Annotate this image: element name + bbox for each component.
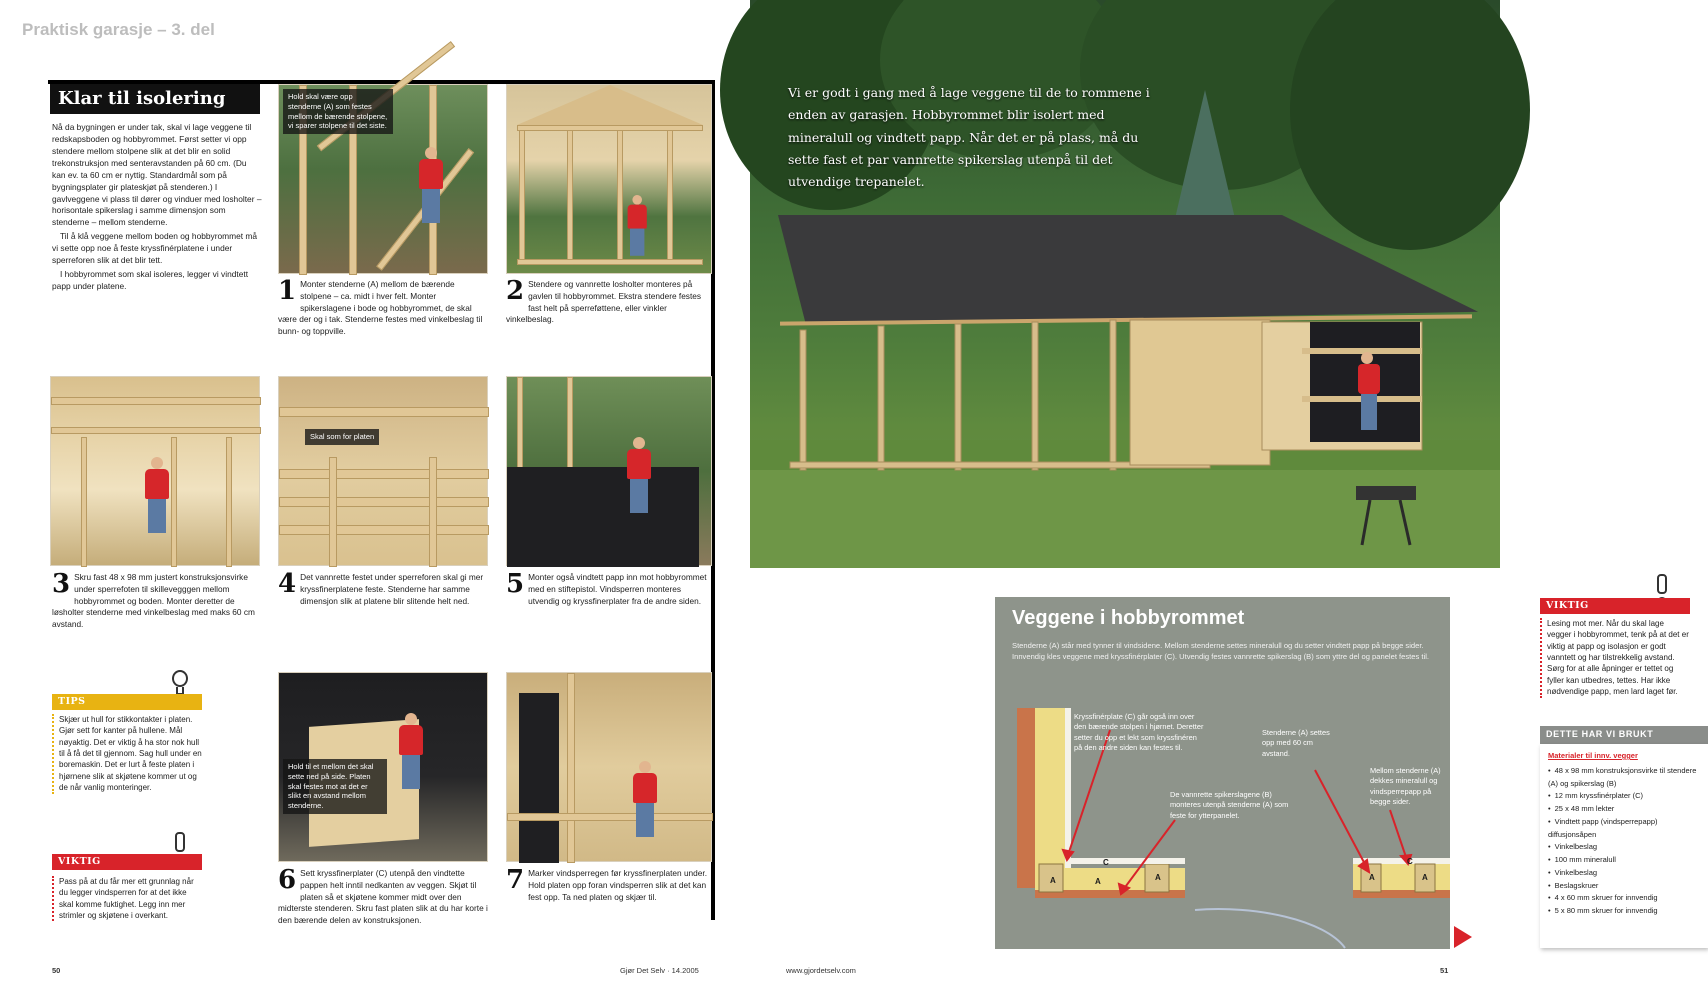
- step-2-number: 2: [506, 276, 525, 306]
- diagram-label-c: C: [1103, 858, 1109, 867]
- step-1-text: Monter stenderne (A) mellom de bærende stolpene – ca. midt i hver felt. Monter spikerslagene i bode og hobbyrommet, de skal være der og i tak. Stenderne festes med vinkelbeslag til bunn- og toppville.: [278, 279, 483, 337]
- step-3-number: 3: [52, 569, 71, 599]
- diagram-note-1: Kryssfinérplate (C) går også inn over den bærende stolpen i hjørnet. Deretter setter du opp et lekt som kryssfinéren på den andre siden kan festes til.: [1074, 712, 1204, 753]
- materials-heading: Materialer til innv. vegger: [1548, 751, 1638, 760]
- materials-box: [1540, 744, 1708, 948]
- viktig-tag: VIKTIG: [52, 854, 202, 870]
- diagram-title: Veggene i hobbyrommet: [1012, 607, 1245, 629]
- step-5: [506, 569, 712, 607]
- photo-step-2: [506, 84, 712, 274]
- materials-item: • Vinkelbeslag: [1548, 841, 1700, 854]
- next-page-arrow-icon: [1454, 926, 1472, 948]
- photo-step-1: [278, 84, 488, 274]
- step-6: [278, 865, 488, 927]
- photo-1-caption: Hold skal være opp stenderne (A) som festes mellom de bærende stolpene, vi sparer stolpene til det siste.: [283, 89, 393, 134]
- intro-paragraph-2: Til å klå veggene mellom boden og hobbyrommet må vi sette opp noe å feste kryssfinérplatene i under sperreforen slik at det blir tett.: [52, 231, 258, 266]
- materials-item: • 100 mm mineralull: [1548, 854, 1700, 867]
- running-head: Praktisk garasje – 3. del: [22, 20, 215, 39]
- intro-paragraph-1: Nå da bygningen er under tak, skal vi lage veggene til redskapsboden og hobbyrommet. Først setter vi opp stendere mellom stolpene slik at det blir en solid trekonstruksjon med senteravstanden på 60 cm. (Du kan ev. ta 60 cm er nyttig. Standardmål som på bygningsplater gir plateskjøt på stenderen.) I gavlveggene vi plass til dører og vinduer med losholter – horisontale spikerslag i samme dimensjon som stenderne – mellom stenderne.: [52, 122, 262, 228]
- diagram-label-c: C: [1407, 857, 1413, 866]
- materials-item: • Beslagskruer: [1548, 880, 1700, 893]
- photo-step-4: [278, 376, 488, 566]
- materials-item: • 4 x 60 mm skruer for innvendig: [1548, 892, 1700, 905]
- materials-item: • 5 x 80 mm skruer for innvendig: [1548, 905, 1700, 918]
- tips-tag: TIPS: [52, 694, 202, 710]
- section-title: Klar til isolering: [50, 84, 260, 114]
- photo-step-5: [506, 376, 712, 566]
- diagram-label-a: A: [1050, 876, 1056, 885]
- magazine-issue: Gjør Det Selv · 14.2005: [620, 966, 699, 975]
- step-1: [278, 276, 488, 338]
- intro-paragraph-3: I hobbyrommet som skal isoleres, legger vi vindtett papp under platene.: [52, 269, 249, 291]
- photo-step-7: [506, 672, 712, 862]
- materials-item: • 25 x 48 mm lekter: [1548, 803, 1700, 816]
- step-2-text: Stendere og vannrette losholter monteres på gavlen til hobbyrommet. Ekstra stendere festes fast helt på sperreføttene, eller vinkler vinkelbeslag.: [506, 279, 702, 325]
- viktig-text: Pass på at du får mer ett grunnlag når du legger vindsperren for at det ikke skal komme fuktighet. Legg inn mer strimler og skjøtene i overkant.: [52, 876, 202, 921]
- diagram-lede: Stenderne (A) står med tynner til vindsidene. Mellom stenderne settes mineralull og du setter vindtett papp på begge sider. Innvendig kles veggene med kryssfinérplater (C). Utvendig festes vannrette spikerslag (B) som yttre del og panelet festes til.: [1012, 641, 1430, 662]
- step-4-number: 4: [278, 569, 297, 599]
- intro-text: [52, 122, 262, 295]
- step-5-number: 5: [506, 569, 525, 599]
- materials-item: • 12 mm kryssfinérplater (C): [1548, 790, 1700, 803]
- photo-6-caption: Hold til et mellom det skal sette ned på side. Platen skal festes mot at det er slikt en avstand mellom stenderne.: [283, 759, 387, 814]
- step-5-text: Monter også vindtett papp inn mot hobbyrommet med en stiftepistol. Vindsperren monteres utvendig og kryssfinerplater fra de andre siden.: [528, 572, 707, 606]
- photo-step-3: [50, 376, 260, 566]
- materials-list: [1548, 765, 1700, 918]
- hero-caption: Vi er godt i gang med å lage veggene til de to rommene i enden av garasjen. Hobbyrommet blir isolert med mineralull og vindtett papp. Når det er på plass, må du sette fast et par vannrette spikerslag utenpå til det utvendige trepanelet.: [788, 85, 1150, 189]
- materials-item: • Vinkelbeslag: [1548, 867, 1700, 880]
- diagram-label-a: A: [1155, 873, 1161, 882]
- step-7-number: 7: [506, 865, 525, 895]
- step-4: [278, 569, 488, 607]
- diagram-label-a: A: [1422, 873, 1428, 882]
- diagram-note-2: Stenderne (A) settes opp med 60 cm avstand.: [1262, 728, 1330, 758]
- step-3-text: Skru fast 48 x 98 mm justert konstruksjonsvirke under sperrefoten til skillevegggen mellom hobbyrommet og boden. Monter deretter de løsholter stenderne med vinkelbeslag med maks 60 cm avstand.: [52, 572, 255, 630]
- step-6-text: Sett kryssfinerplater (C) utenpå den vindtette pappen helt inntil nedkanten av veggen. Skjøt til platen så et skjøtene kommer midt over den midterste stenderen. Skru fast platen slik at du har korte i den bærende delen av konstruksjonen.: [278, 868, 488, 926]
- left-page: [0, 0, 750, 1000]
- diagram-label-a: A: [1369, 873, 1375, 882]
- materials-tag: DETTE HAR VI BRUKT: [1540, 726, 1708, 744]
- step-1-number: 1: [278, 276, 297, 306]
- photo-step-6: [278, 672, 488, 862]
- diagram-note-3: De vannrette spikerslagene (B) monteres utenpå stenderne (A) som feste for ytterpanelet.: [1170, 790, 1289, 820]
- page-number-right: 51: [1440, 966, 1449, 975]
- viktig-tag-right: VIKTIG: [1540, 598, 1690, 614]
- step-6-number: 6: [278, 865, 297, 895]
- viktig-text-right: Lesing mot mer. Når du skal lage vegger i hobbyrommet, tenk på at det er viktig at papp og isolasjon er godt vanntett og har tilstrekkelig avstand. Sørg for at alle åpninger er tettet og fyller kan utbedres, tettes. Har ikke nødvendige papp, men lard laget før.: [1540, 618, 1690, 698]
- diagram-label-a: A: [1095, 877, 1101, 886]
- garage-structure: [750, 0, 1500, 568]
- materials-item: • Vindtett papp (vindsperrepapp) diffusjonsåpen: [1548, 816, 1700, 842]
- step-4-text: Det vannrette festet under sperreforen skal gi mer kryssfinerplatene feste. Stenderne har samme dimensjon slik at platene blir slitende helt ned.: [300, 572, 484, 606]
- website: www.gjordetselv.com: [786, 966, 856, 975]
- materials-item: • 48 x 98 mm konstruksjonsvirke til stendere (A) og spikerslag (B): [1548, 765, 1700, 791]
- tips-text: Skjær ut hull for stikkontakter i platen. Gjør sett for kanter på hullene. Mål nøyaktig. Det er viktig å ha stor nok hull til å få det til gjennom. Sag hull under en boremaskin. Det er lurt å feste platen i hjørnene slik at skjøtene kommer ut og de når vanlig monteringer.: [52, 714, 202, 794]
- step-2: [506, 276, 712, 326]
- page-number-left: 50: [52, 966, 61, 975]
- step-7-text: Marker vindsperregen før kryssfinerplaten under. Hold platen opp foran vindsperren slik at det kan fest opp. Ta ned platen og skjær til.: [528, 868, 708, 902]
- step-3: [52, 569, 260, 631]
- photo-4-caption: Skal som for platen: [305, 429, 379, 445]
- step-7: [506, 865, 712, 903]
- diagram-note-4: Mellom stenderne (A) dekkes mineralull og vindsperrepapp på begge sider.: [1370, 766, 1441, 807]
